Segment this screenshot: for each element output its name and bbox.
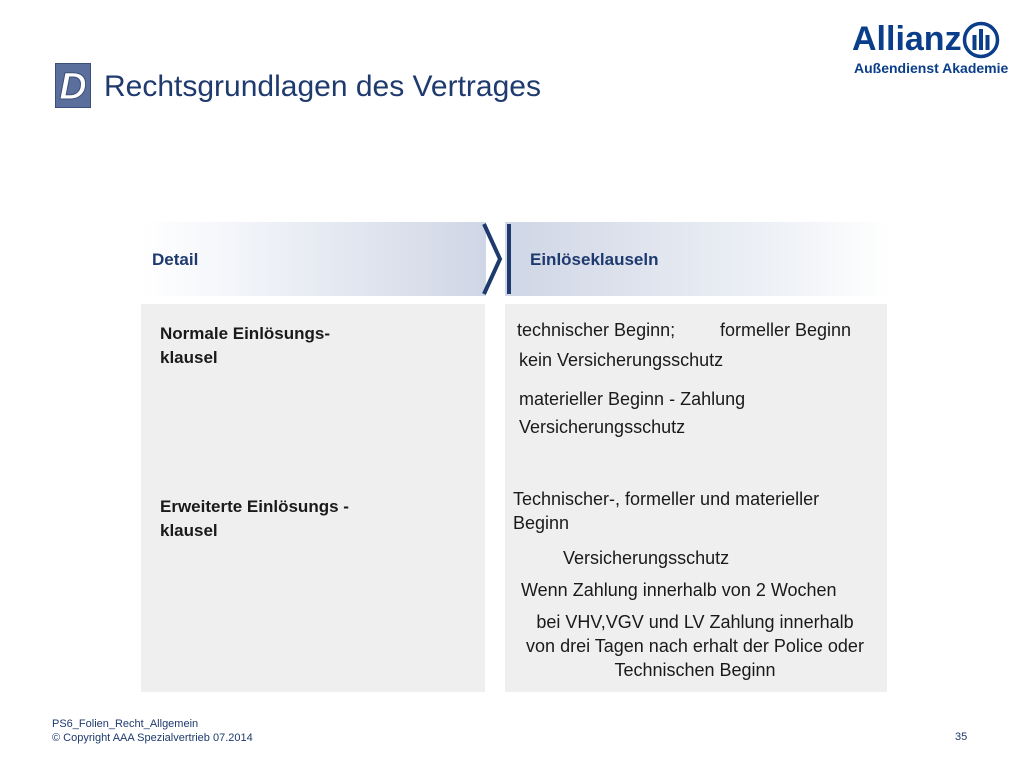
detail-column-header: Detail: [152, 250, 199, 269]
clauses-column-header: Einlöseklauseln: [530, 250, 659, 269]
footer-file-name: PS6_Folien_Recht_Allgemein: [52, 718, 199, 730]
page-title: Rechtsgrundlagen des Vertrages: [104, 70, 541, 103]
vhv-condition-text: [505, 610, 885, 682]
extended-start-line2: Beginn: [513, 513, 570, 533]
allianz-eagle-icon: [962, 21, 1000, 59]
logo-wordmark: Allianz: [852, 20, 962, 58]
extended-start-line1: Technischer-, formeller und materieller: [513, 489, 820, 509]
vhv-condition-line3: Technischen Beginn: [614, 660, 776, 680]
footer-copyright: © Copyright AAA Spezialvertrieb 07.2014: [52, 732, 253, 744]
payment-condition-text: Wenn Zahlung innerhalb von 2 Wochen: [521, 580, 837, 600]
logo-subtitle: Außendienst Akademie: [854, 60, 1009, 76]
formal-start-text: formeller Beginn: [720, 320, 852, 340]
no-cover-text: kein Versicherungsschutz: [519, 350, 724, 370]
vhv-condition-line1: bei VHV,VGV und LV Zahlung innerhalb: [536, 612, 854, 632]
extended-clause-term: [160, 495, 349, 543]
normal-clause-line1: Normale Einlösungs-: [160, 324, 331, 343]
extended-cover-text: Versicherungsschutz: [563, 548, 730, 568]
allianz-logo: [852, 20, 1009, 80]
page-number: 35: [955, 731, 968, 743]
chevron-separator-icon: [480, 222, 516, 296]
extended-clause-line2: klausel: [160, 521, 218, 540]
cover-text: Versicherungsschutz: [519, 417, 686, 437]
section-badge: [55, 63, 91, 108]
technical-start-text: technischer Beginn;: [517, 320, 676, 340]
footer: [52, 717, 253, 745]
vhv-condition-line2: von drei Tagen nach erhalt der Police oder: [526, 636, 864, 656]
normal-clause-line2: klausel: [160, 348, 218, 367]
section-badge-letter: D: [59, 66, 87, 108]
normal-clause-term: [160, 322, 330, 370]
material-start-text: materieller Beginn - Zahlung: [519, 389, 746, 409]
extended-clause-line1: Erweiterte Einlösungs -: [160, 497, 349, 516]
